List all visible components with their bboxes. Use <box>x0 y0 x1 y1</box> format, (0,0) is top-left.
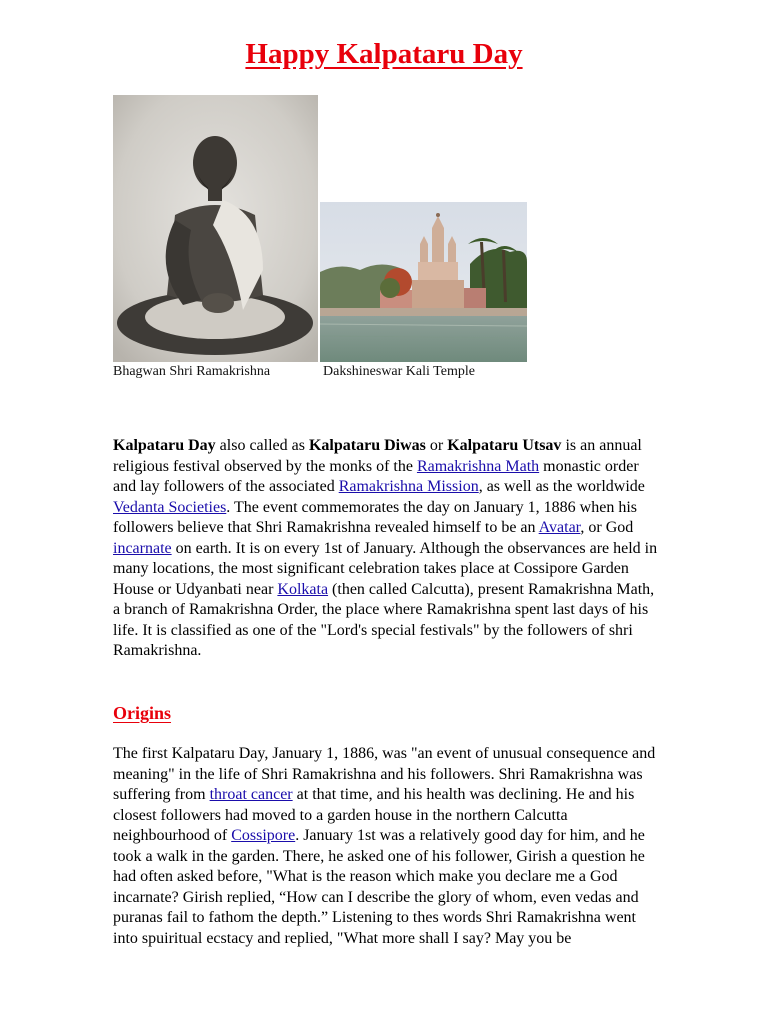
text-span: or <box>425 437 448 454</box>
text-span: (then called Calcutta), present Ramakrishna Math, a branch of Ramakrishna Order, the place where Ramakrishna spent last days of his life. It is classified as one of the "Lord's special festivals" by the followers of shri Ramakrishna. <box>113 580 655 659</box>
text-span: is an annual religious festival observed by the monks of the <box>113 437 642 475</box>
text-span: The first Kalpataru Day, January 1, 1886, was "an event of unusual consequence and meaning" in the life of Shri Ramakrishna and his followers. Shri Ramakrishna was suffering from <box>113 745 656 803</box>
link-ramakrishna-math[interactable]: Ramakrishna Math <box>416 457 540 475</box>
origins-heading: Origins <box>113 703 172 723</box>
link-vedanta-societies[interactable]: Vedanta Societies <box>113 498 227 516</box>
term-kalpataru-utsav: Kalpataru Utsav <box>447 437 562 454</box>
link-ramakrishna-mission[interactable]: Ramakrishna Mission <box>338 478 479 495</box>
text-span: monastic order and lay followers of the associated <box>113 457 639 495</box>
term-kalpataru-day: Kalpataru Day <box>113 437 216 454</box>
link-incarnate[interactable]: incarnate <box>113 539 172 557</box>
text-span: . The event commemorates the day on January 1, 1886 when his followers believe that Shri Ramakrishna revealed himself to be an <box>113 498 638 536</box>
temple-photo <box>320 202 527 362</box>
link-avatar[interactable]: Avatar <box>538 519 581 536</box>
text-span: at that time, and his health was declining. He and his closest followers had moved to a garden house in the northern Calcutta neighbourhood of <box>113 786 635 844</box>
link-kolkata[interactable]: Kolkata <box>277 580 329 598</box>
link-cossipore[interactable]: Cossipore <box>231 827 296 844</box>
text-span: . January 1st was a relatively good day for him, and he took a walk in the garden. There, he asked one of his follower, Girish a question he had often asked before, "What is the reason which make you declare me a God incarnate? Girish replied, “How can I describe the glory of whom, even vedas and puranas fail to fathom the depth.” Listening to thes words Shri Ramakrishna went into spuiritual ecstacy and replied, "What more shall I say? May you be <box>113 827 645 947</box>
term-kalpataru-diwas: Kalpataru Diwas <box>308 437 426 454</box>
text-span: , or God <box>580 519 634 536</box>
text-span: , as well as the worldwide <box>478 478 645 495</box>
temple-caption: Dakshineswar Kali Temple <box>323 364 475 379</box>
page-title: Happy Kalpataru Day <box>245 38 523 70</box>
ramakrishna-photo <box>113 95 318 362</box>
text-span: on earth. It is on every 1st of January. Although the observances are held in many locations, the most significant celebration takes place at Cossipore Garden House or Udyanbati near <box>113 539 658 598</box>
text-span: also called as <box>215 437 309 454</box>
link-throat-cancer[interactable]: throat cancer <box>209 786 293 803</box>
origins-paragraph <box>113 744 658 949</box>
intro-paragraph <box>113 436 658 662</box>
ramakrishna-caption: Bhagwan Shri Ramakrishna <box>113 364 271 379</box>
